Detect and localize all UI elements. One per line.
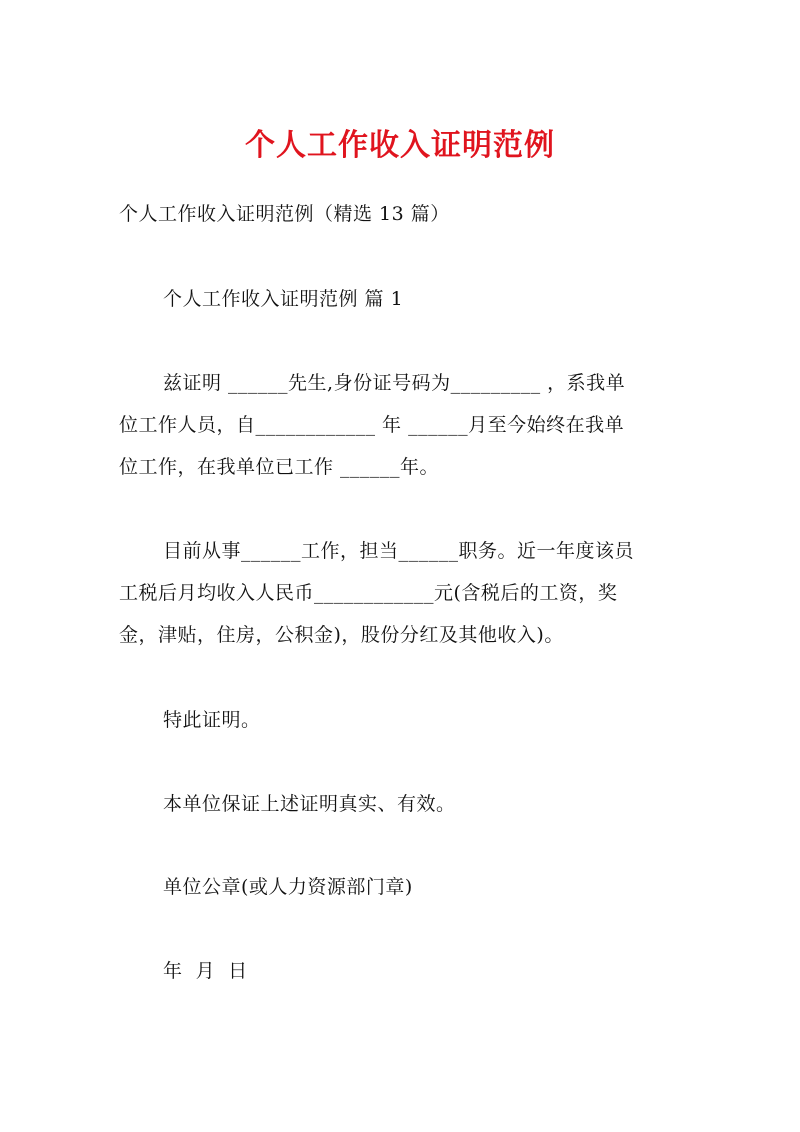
certify-line: 特此证明。 <box>163 709 261 731</box>
guarantee-line: 本单位保证上述证明真实、有效。 <box>163 793 456 815</box>
date-line: 年 月 日 <box>163 960 248 982</box>
paragraph-line: 兹证明 ______先生,身份证号码为_________ ，系我单 <box>163 372 626 394</box>
paragraph-line: 位工作人员，自____________ 年 ______月至今始终在我单 <box>119 414 625 436</box>
document-title: 个人工作收入证明范例 <box>245 128 555 163</box>
paragraph-income <box>119 530 685 656</box>
section-heading: 个人工作收入证明范例 篇 1 <box>163 288 404 310</box>
document-subtitle: 个人工作收入证明范例（精选 13 篇） <box>119 203 450 225</box>
paragraph-line: 目前从事______工作，担当______职务。近一年度该员 <box>163 540 635 562</box>
paragraph-employment <box>119 362 685 488</box>
paragraph-line: 工税后月均收入人民币____________元(含税后的工资，奖 <box>119 582 618 604</box>
seal-line: 单位公章(或人力资源部门章) <box>163 876 413 898</box>
paragraph-line: 金，津贴，住房，公积金)，股份分红及其他收入)。 <box>119 624 564 646</box>
paragraph-line: 位工作，在我单位已工作 ______年。 <box>119 456 440 478</box>
